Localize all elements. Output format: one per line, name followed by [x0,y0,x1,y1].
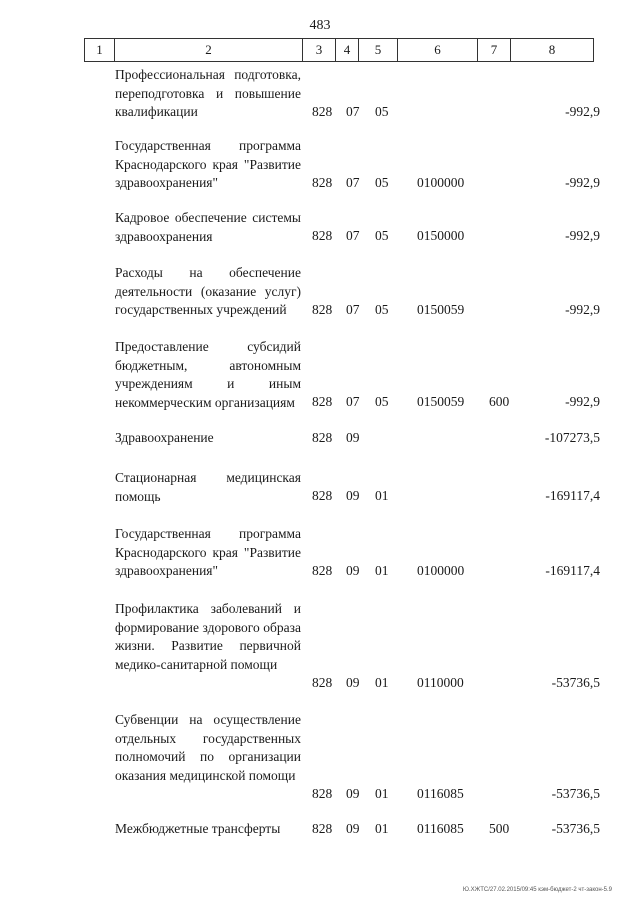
row-c4: 09 [346,786,360,801]
row-c3: 828 [312,786,333,801]
row-c4: 07 [346,302,360,317]
row-c6: 0116085 [417,821,464,836]
row-name: Профессиональная подготовка, переподготовка и повышение квалификации [115,67,301,119]
row-c8: -53736,5 [551,821,600,836]
row-c3: 828 [312,175,333,190]
row-c6: 0116085 [417,786,464,801]
row-c4: 07 [346,228,360,243]
row-c3: 828 [312,675,333,690]
table-header [84,38,594,62]
row-c4: 09 [346,488,360,503]
row-c3: 828 [312,488,333,503]
row-c8: -107273,5 [544,430,600,445]
row-name: Межбюджетные трансферты [115,821,281,836]
row-c8: -169117,4 [545,488,600,503]
row-name: Стационарная медицинская помощь [115,470,301,504]
header-col-4: 4 [335,39,358,61]
row-c4: 07 [346,175,360,190]
row-c4: 07 [346,104,360,119]
row-c5: 05 [375,104,389,119]
row-c3: 828 [312,302,333,317]
footer-filestamp: Ю.ХЖТС/27.02.2015/09:45 кэм-бюджет-2 чт-закон-5.9 [462,887,612,893]
row-c5: 01 [375,488,389,503]
row-c3: 828 [312,394,333,409]
row-c3: 828 [312,228,333,243]
row-c8: -53736,5 [551,786,600,801]
row-c5: 01 [375,675,389,690]
row-c5: 01 [375,563,389,578]
row-c5: 05 [375,175,389,190]
row-c3: 828 [312,104,333,119]
row-c4: 09 [346,430,360,445]
row-name: Предоставление субсидий бюджетным, автономным учреждениям и иным некоммерческим организациям [115,339,301,410]
row-name: Кадровое обеспечение системы здравоохранения [115,210,301,244]
row-c3: 828 [312,430,333,445]
row-c7: 500 [489,821,510,836]
row-c4: 09 [346,675,360,690]
row-c8: -992,9 [565,104,600,119]
row-c5: 05 [375,302,389,317]
row-c6: 0100000 [417,175,465,190]
page-number: 483 [309,18,331,33]
row-c8: -992,9 [565,175,600,190]
header-col-3: 3 [302,39,335,61]
row-c6: 0150000 [417,228,465,243]
row-name: Государственная программа Краснодарского края "Развитие здравоохранения" [115,138,301,190]
row-c5: 01 [375,786,389,801]
header-col-5: 5 [358,39,397,61]
row-c4: 07 [346,394,360,409]
row-c6: 0150059 [417,302,465,317]
row-c6: 0100000 [417,563,465,578]
row-name: Расходы на обеспечение деятельности (оказание услуг) государственных учреждений [115,265,301,317]
row-c5: 01 [375,821,389,836]
row-c7: 600 [489,394,510,409]
row-c8: -992,9 [565,302,600,317]
header-col-1: 1 [84,39,114,61]
row-c6: 0110000 [417,675,464,690]
row-c4: 09 [346,821,360,836]
row-name: Субвенции на осуществление отдельных государственных полномочий по организации оказания медицинской помощи [115,712,301,783]
row-c3: 828 [312,563,333,578]
row-c5: 05 [375,228,389,243]
row-c6: 0150059 [417,394,465,409]
header-col-8: 8 [510,39,594,61]
row-c4: 09 [346,563,360,578]
header-col-2: 2 [114,39,302,61]
row-c8: -53736,5 [551,675,600,690]
row-name: Профилактика заболеваний и формирование здорового образа жизни. Развитие первичной медико-санитарной помощи [115,601,301,672]
row-name: Государственная программа Краснодарского края "Развитие здравоохранения" [115,526,301,578]
row-c5: 05 [375,394,389,409]
row-c8: -992,9 [565,394,600,409]
header-col-7: 7 [477,39,510,61]
row-c8: -992,9 [565,228,600,243]
row-c3: 828 [312,821,333,836]
header-col-6: 6 [397,39,477,61]
row-name: Здравоохранение [115,430,214,445]
row-c8: -169117,4 [545,563,600,578]
